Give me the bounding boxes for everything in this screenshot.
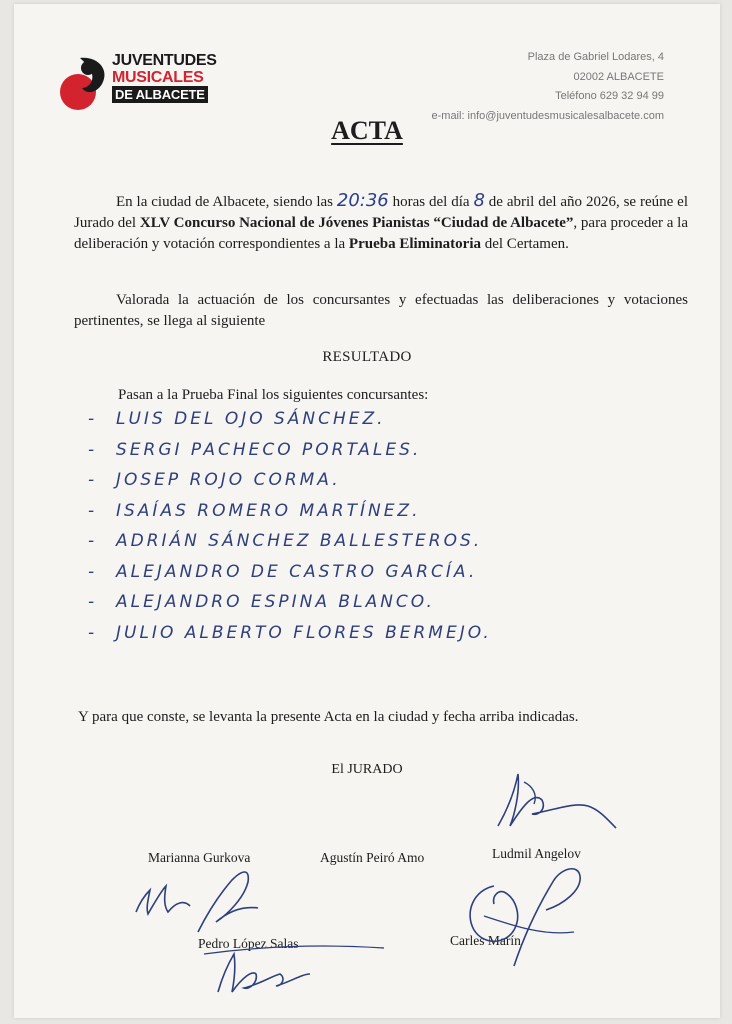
jury-member-angelov: Ludmil Angelov (492, 846, 581, 861)
finalist-item: - LUIS DEL OJO SÁNCHEZ. (88, 409, 386, 429)
jury-heading: El JURADO (331, 762, 403, 777)
finalist-item: - SERGI PACHECO PORTALES. (88, 439, 422, 460)
document-title: ACTA (331, 116, 403, 145)
finalist-item: - ISAÍAS ROMERO MARTÍNEZ. (88, 500, 421, 521)
handwritten-hour: 20:36 (336, 190, 389, 211)
logo-line-1: JUVENTUDES (112, 52, 217, 69)
organization-logo (58, 50, 217, 120)
address-block (432, 48, 665, 126)
opening-paragraph: En la ciudad de Albacete, siendo las 20:36 horas del día 8 de abril del año 2026, se reúne el Jurado del XLV Concurso Nacional de Jóvenes Pianistas “Ciudad de Albacete”, para proceder a la deliberación y votación correspondientes a la Prueba Eliminatoria del Certamen. (74, 190, 688, 252)
deliberation-paragraph: Valorada la actuación de los concursantes y efectuadas las deliberaciones y votaciones pertinentes, se llega al siguiente (74, 292, 688, 329)
finalist-item: - ADRIÁN SÁNCHEZ BALLESTEROS. (88, 531, 483, 551)
finalist-item: - JULIO ALBERTO FLORES BERMEJO. (88, 622, 492, 643)
handwritten-day: 8 (473, 190, 485, 211)
finalists-intro: Pasan a la Prueba Final los siguientes concursantes: (118, 387, 429, 403)
jury-member-gurkova: Marianna Gurkova (148, 850, 251, 865)
jury-member-lopez: Pedro López Salas (198, 936, 299, 951)
finalists-list (88, 409, 492, 653)
finalist-item: - ALEJANDRO DE CASTRO GARCÍA. (88, 561, 478, 582)
finalist-item: - ALEJANDRO ESPINA BLANCO. (88, 592, 435, 612)
address-street: Plaza de Gabriel Lodares, 4 (527, 51, 664, 63)
result-heading: RESULTADO (322, 349, 412, 365)
logo-line-2: MUSICALES (112, 69, 204, 86)
logo-line-3: DE ALBACETE (112, 86, 208, 103)
contest-name: XLV Concurso Nacional de Jóvenes Pianistas “Ciudad de Albacete” (139, 215, 574, 231)
address-city: 02002 ALBACETE (573, 70, 664, 83)
jury-member-peiro: Agustín Peiró Amo (320, 850, 425, 865)
gurkova-signature (126, 856, 296, 946)
marin-signature (454, 856, 624, 986)
document-page (14, 4, 720, 1018)
round-name: Prueba Eliminatoria (348, 236, 481, 252)
jury-member-marin: Carles Marín (450, 933, 521, 948)
address-phone: Teléfono 629 32 94 99 (555, 90, 664, 102)
finalist-item: - JOSEP ROJO CORMA. (88, 470, 341, 490)
angelov-signature (484, 764, 644, 844)
closing-statement: Y para que conste, se levanta la presente Acta en la ciudad y fecha arriba indicadas. (78, 709, 579, 725)
address-email: e-mail: info@juventudesmusicalesalbacete.com (431, 109, 664, 122)
lopez-signature (194, 934, 394, 1004)
music-note-logo-icon (58, 54, 110, 116)
